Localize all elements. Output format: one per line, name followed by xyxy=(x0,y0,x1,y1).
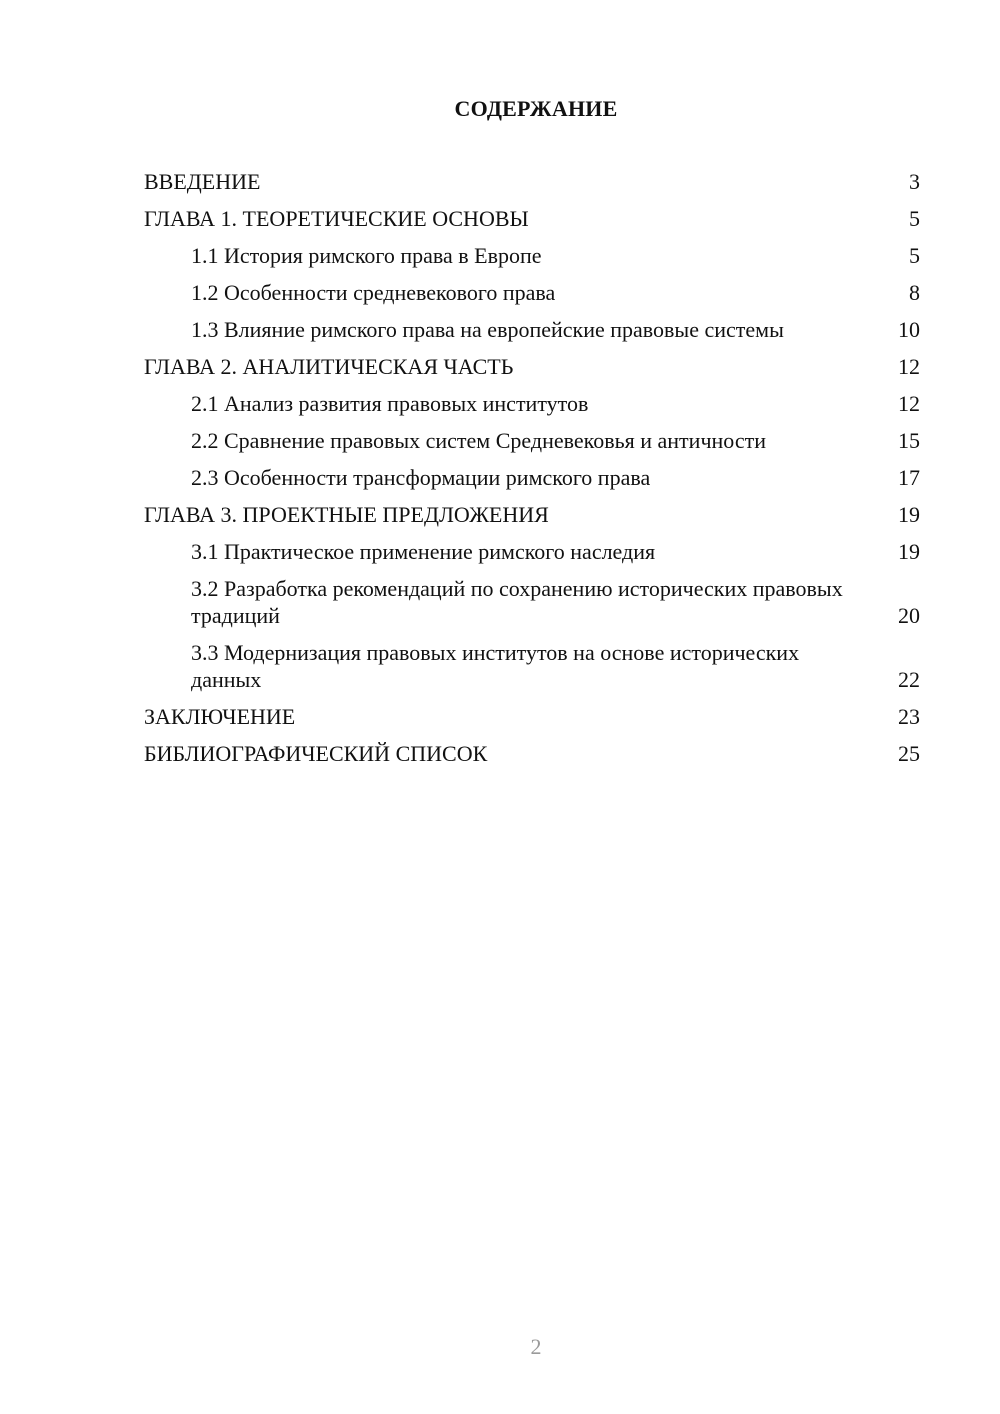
toc-entry-page: 5 xyxy=(909,206,920,231)
toc-title: СОДЕРЖАНИЕ xyxy=(454,96,618,121)
toc-entry-page: 17 xyxy=(898,465,920,490)
toc-entry-label: 3.2 Разработка рекомендаций по сохранению исторических правовых традиций xyxy=(191,576,843,628)
toc-entry-label: 1.1 История римского права в Европе xyxy=(191,243,542,268)
toc-entry xyxy=(144,740,920,767)
toc-entry-label: ГЛАВА 3. ПРОЕКТНЫЕ ПРЕДЛОЖЕНИЯ xyxy=(144,502,549,527)
toc-entry-label: 1.3 Влияние римского права на европейские правовые системы xyxy=(191,317,784,342)
toc-entry xyxy=(144,353,920,380)
toc-entry-page: 3 xyxy=(909,169,920,194)
toc-entry xyxy=(144,205,920,232)
toc-entry-label: ВВЕДЕНИЕ xyxy=(144,169,261,194)
toc-entry xyxy=(144,639,920,693)
toc-entry xyxy=(144,242,920,269)
toc-entry-page: 5 xyxy=(909,243,920,268)
toc-entry-label: 2.2 Сравнение правовых систем Средневековья и античности xyxy=(191,428,766,453)
toc-entry-page: 20 xyxy=(898,603,920,628)
toc-entry-label: 3.1 Практическое применение римского наследия xyxy=(191,539,656,564)
table-of-contents xyxy=(144,168,920,777)
toc-entry-page: 12 xyxy=(898,354,920,379)
toc-entry-page: 23 xyxy=(898,704,920,729)
toc-entry xyxy=(144,390,920,417)
toc-entry-page: 19 xyxy=(898,502,920,527)
toc-entry-label: 1.2 Особенности средневекового права xyxy=(191,280,556,305)
toc-entry-page: 12 xyxy=(898,391,920,416)
toc-entry-label: 2.3 Особенности трансформации римского права xyxy=(191,465,651,490)
toc-entry-label: ГЛАВА 2. АНАЛИТИЧЕСКАЯ ЧАСТЬ xyxy=(144,354,514,379)
toc-entry-label: 3.3 Модернизация правовых институтов на основе исторических данных xyxy=(191,640,800,692)
toc-entry xyxy=(144,464,920,491)
toc-entry xyxy=(144,703,920,730)
toc-entry-page: 19 xyxy=(898,539,920,564)
toc-entry-page: 15 xyxy=(898,428,920,453)
toc-entry-label: БИБЛИОГРАФИЧЕСКИЙ СПИСОК xyxy=(144,741,488,766)
page-number: 2 xyxy=(530,1334,542,1359)
toc-entry xyxy=(144,279,920,306)
toc-entry-page: 25 xyxy=(898,741,920,766)
toc-entry-page: 22 xyxy=(898,667,920,692)
toc-entry xyxy=(144,575,920,629)
toc-entry xyxy=(144,538,920,565)
toc-entry xyxy=(144,316,920,343)
toc-entry-page: 10 xyxy=(898,317,920,342)
toc-entry-label: 2.1 Анализ развития правовых институтов xyxy=(191,391,589,416)
toc-entry-label: ГЛАВА 1. ТЕОРЕТИЧЕСКИЕ ОСНОВЫ xyxy=(144,206,529,231)
toc-entry-page: 8 xyxy=(909,280,920,305)
toc-entry xyxy=(144,427,920,454)
toc-entry-label: ЗАКЛЮЧЕНИЕ xyxy=(144,704,296,729)
toc-entry xyxy=(144,501,920,528)
toc-entry xyxy=(144,168,920,195)
